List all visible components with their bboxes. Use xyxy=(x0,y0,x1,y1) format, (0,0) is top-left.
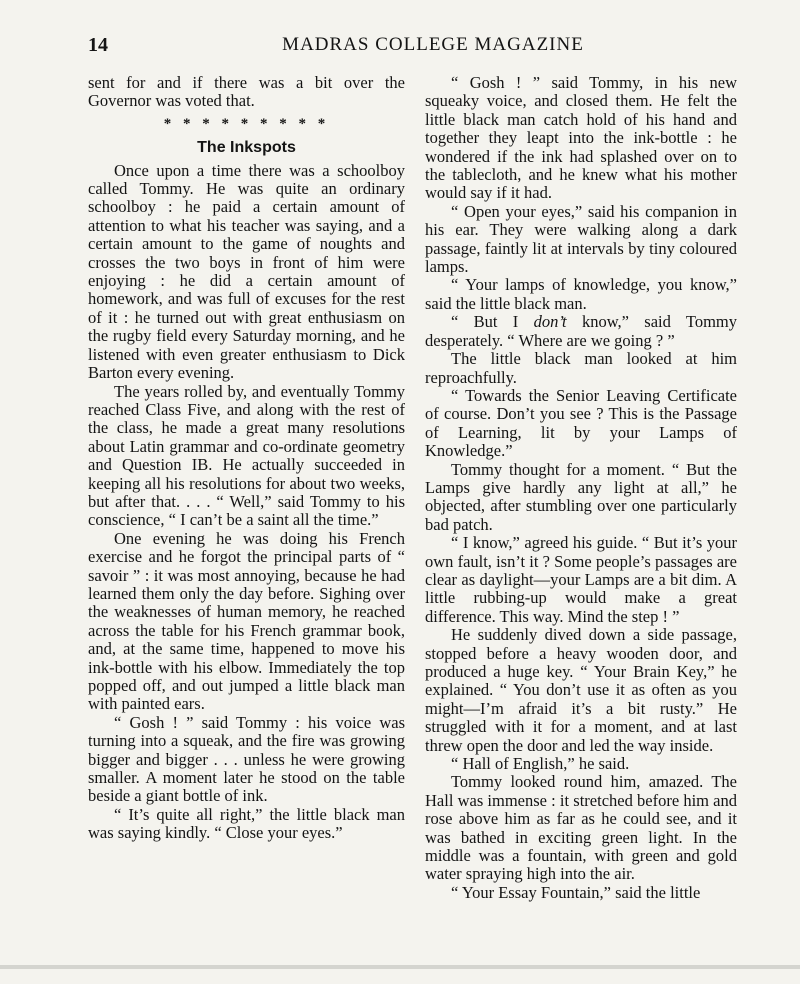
text-run: know,” said Tommy desperately. “ Where are we going ? ” xyxy=(425,312,737,350)
paragraph: He suddenly dived down a side passage, stopped before a heavy wooden door, and produced a huge key. “ Your Brain Key,” he explained. “ You don’t use it as often as you might—I’m afraid it’s a bit rusty.” He struggled with it for a moment, and at last threw open the door and led the way inside. xyxy=(425,625,737,755)
paragraph: “ Hall of English,” he said. xyxy=(451,754,630,774)
paragraph: “ Gosh ! ” said Tommy, in his new squeaky voice, and closed them. He felt the little black man catch hold of his hand and together they leapt into the ink-bottle : he wondered if the ink had splashed over on to the tablecloth, and he knew what his mother would say if it had. xyxy=(425,73,737,203)
section-separator: * * * * * * * * * xyxy=(163,115,330,132)
paragraph: “ Open your eyes,” said his companion in his ear. They were walking along a dark passage, faintly lit at intervals by tiny coloured lamps. xyxy=(425,201,737,277)
opening-paragraph: sent for and if there was a bit over the Governor was voted that. xyxy=(88,73,405,111)
paragraph: Tommy thought for a moment. “ But the Lamps give hardly any light at all,” he objected, after stumbling over one particularly bad patch. xyxy=(425,459,737,534)
paragraph: “ Gosh ! ” said Tommy : his voice was turning into a squeak, and the fire was growing bigger and bigger . . . unless he were growing smaller. A moment later he stood on the table beside a giant bottle of ink. xyxy=(88,712,405,806)
left-column xyxy=(88,74,405,843)
paragraph-dont xyxy=(425,313,737,350)
paragraph: One evening he was doing his French exercise and he forgot the principal parts of “ savoir ” : it was most annoying, because he had learned them only the day before. Sighing over the weaknesses of human memory, he reached across the table for his French grammar book, and, at the same time, happened to move his ink-bottle with his elbow. Immediately the top popped off, and out jumped a little black man with painted ears. xyxy=(88,528,405,714)
paragraph: “ I know,” agreed his guide. “ But it’s your own fault, isn’t it ? Some people’s passages are clear as daylight—your Lamps are a bit dim. A little rubbing-up would make a great difference. This way. Mind the step ! ” xyxy=(425,533,737,626)
paragraph: “ It’s quite all right,” the little black man was saying kindly. “ Close your eyes.” xyxy=(88,804,405,843)
page-number: 14 xyxy=(88,34,108,56)
text-run: “ But I xyxy=(451,312,534,332)
right-column xyxy=(425,74,737,902)
paragraph: “ Towards the Senior Leaving Certificate of course. Don’t you see ? This is the Passage of Learning, lit by your Lamps of Knowledge.” xyxy=(425,385,737,461)
page-header xyxy=(88,34,738,60)
running-title: MADRAS COLLEGE MAGAZINE xyxy=(282,34,584,55)
paragraph: Tommy looked round him, amazed. The Hall was immense : it stretched before him and rose above him as far as he could see, and it was bathed in exciting green light. In the middle was a fountain, with green and gold water spraying high into the air. xyxy=(425,772,737,884)
paragraph: Once upon a time there was a schoolboy called Tommy. He was quite an ordinary schoolboy : he paid a certain amount of attention to what his teacher was saying, and a certain amount to the game of noughts and crosses the two boys in front of him were enjoying : he did a certain amount of homework, and was full of excuses for the rest of it : he turned out with great enthusiasm on the rugby field every Saturday morning, and he listened with even greater enthusiasm to Dick Barton every evening. xyxy=(88,160,405,383)
story-title: The Inkspots xyxy=(197,139,296,157)
page-bottom-edge xyxy=(0,965,800,969)
emphasis: don’t xyxy=(533,312,567,332)
paragraph: “ Your lamps of knowledge, you know,” said the little black man. xyxy=(425,275,737,313)
paragraph: The little black man looked at him reproachfully. xyxy=(425,349,737,387)
paragraph: “ Your Essay Fountain,” said the little xyxy=(451,882,701,902)
paragraph: The years rolled by, and eventually Tommy reached Class Five, and along with the rest of the class, he made a great many resolutions about Latin grammar and co-ordinate geometry and Question IB. He actually succeeded in keeping all his resolutions for about two weeks, but after that. . . . “ Well,” said Tommy to his conscience, “ I can’t be a saint all the time.” xyxy=(88,381,405,530)
